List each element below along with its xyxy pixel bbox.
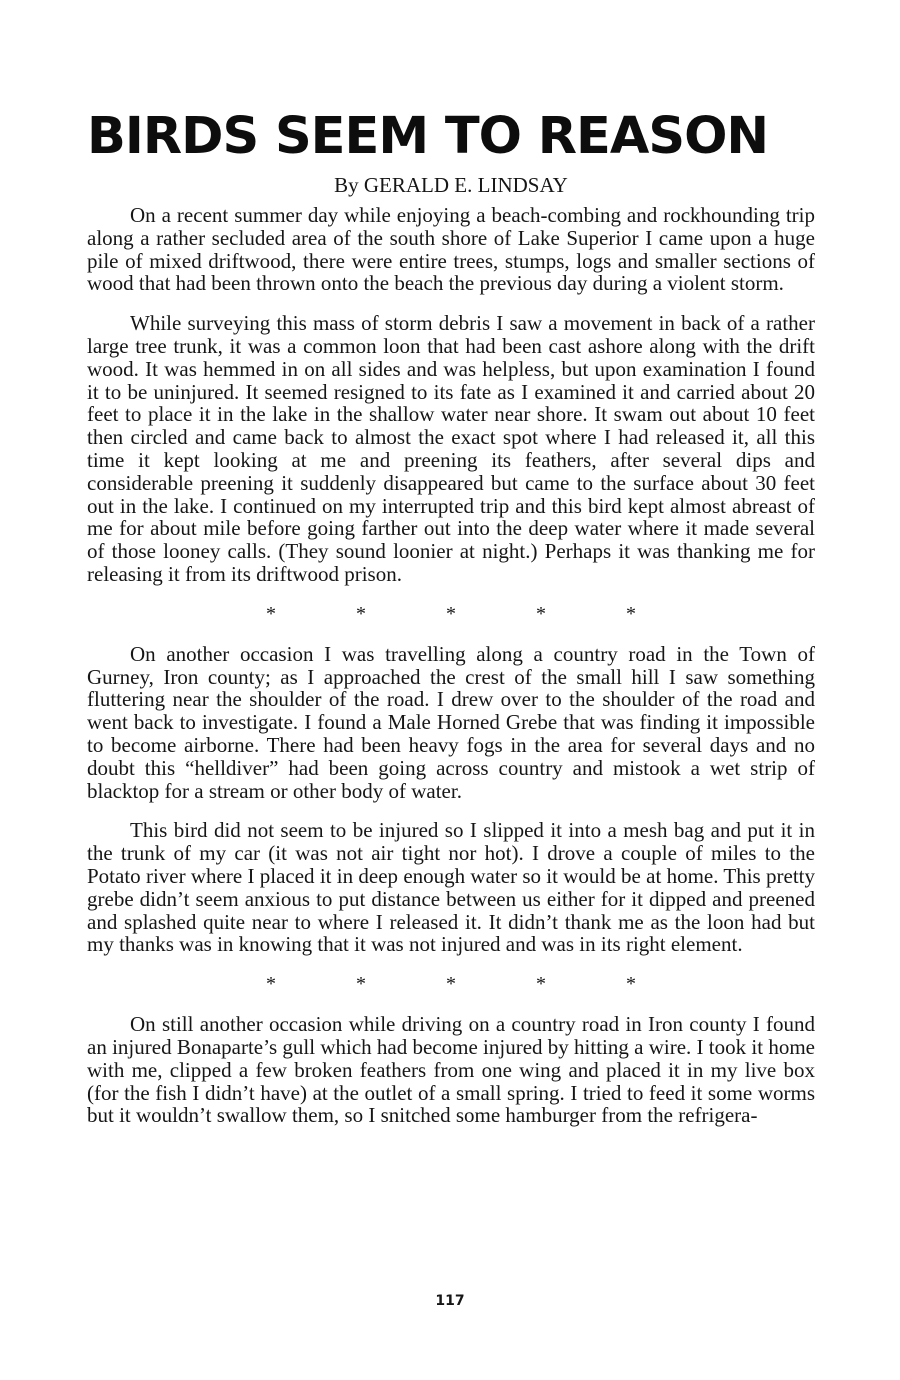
separator-asterisk: *: [356, 973, 366, 996]
article-title: BIRDS SEEM TO REASON: [87, 107, 769, 166]
paragraph-grebe-released: This bird did not seem to be injured so I slipped it into a mesh bag and put it in the trunk of my car (it was not air tight nor hot). I drove a couple of miles to the Potato river where I placed it in deep enough water so it would be at home. This pretty grebe didn’t seem anxious to put distance between us either for it dipped and preened and splashed quite near to where I released it. It didn’t thank me as the loon had but my thanks was in knowing that it was not injured and was in its right element.: [87, 818, 815, 957]
separator-asterisk: *: [536, 973, 546, 996]
separator-asterisk: *: [536, 602, 546, 625]
paragraph-loon-found: On a recent summer day while enjoying a beach-combing and rockhounding trip along a rather secluded area of the south shore of Lake Superior I came upon a huge pile of mixed driftwood, there were entire trees, stumps, logs and smaller sections of wood that had been thrown onto the beach the previous day during a violent storm.: [87, 203, 815, 296]
paragraph-loon-released: While surveying this mass of storm debris I saw a movement in back of a rather large tree trunk, it was a common loon that had been cast ashore along with the drift wood. It was hemmed in on all sides and was helpless, but upon examination I found it to be uninjured. It seemed resigned to its fate as I examined it and carried about 20 feet to place it in the lake in the shallow water near shore. It swam out about 10 feet then circled and came back to almost the exact spot where I had released it, all this time it kept looking at me and preening its feathers, after several dips and considerable preening it suddenly disappeared but came to the surface about 30 feet out in the lake. I continued on my interrupted trip and this bird kept almost abreast of me for about mile before going farther out into the deep water where it made several of those looney calls. (They sound loonier at night.) Perhaps it was thanking me for releasing it from its driftwood prison.: [87, 311, 815, 586]
paragraph-grebe-found: On another occasion I was travelling along a country road in the Town of Gurney, Iron county; as I approached the crest of the small hill I saw something fluttering near the shoulder of the road. I drew over to the shoulder of the road and went back to investigate. I found a Male Horned Grebe that was finding it impossible to become airborne. There had been heavy fogs in the area for several days and no doubt this “helldiver” had been going across country and mistook a wet strip of blacktop for a stream or other body of water.: [87, 641, 815, 803]
paragraph-gull-found: On still another occasion while driving on a country road in Iron county I found an injured Bonaparte’s gull which had become injured by hitting a wire. I took it home with me, clipped a few broken feathers from one wing and placed it in my live box (for the fish I didn’t have) at the outlet of a small spring. I tried to feed it some worms but it wouldn’t swallow them, so I snitched some hamburger from the refrigera-: [87, 1012, 815, 1128]
section-separator: [87, 973, 815, 995]
section-separator: [87, 603, 815, 625]
separator-asterisk: *: [266, 602, 276, 625]
article: [87, 108, 815, 1144]
separator-asterisk: *: [356, 602, 366, 625]
article-byline: By GERALD E. LINDSAY: [334, 173, 568, 197]
separator-asterisk: *: [626, 602, 636, 625]
page-number: 117: [435, 1293, 465, 1309]
separator-asterisk: *: [266, 973, 276, 996]
separator-asterisk: *: [446, 973, 456, 996]
separator-asterisk: *: [626, 973, 636, 996]
separator-asterisk: *: [446, 602, 456, 625]
